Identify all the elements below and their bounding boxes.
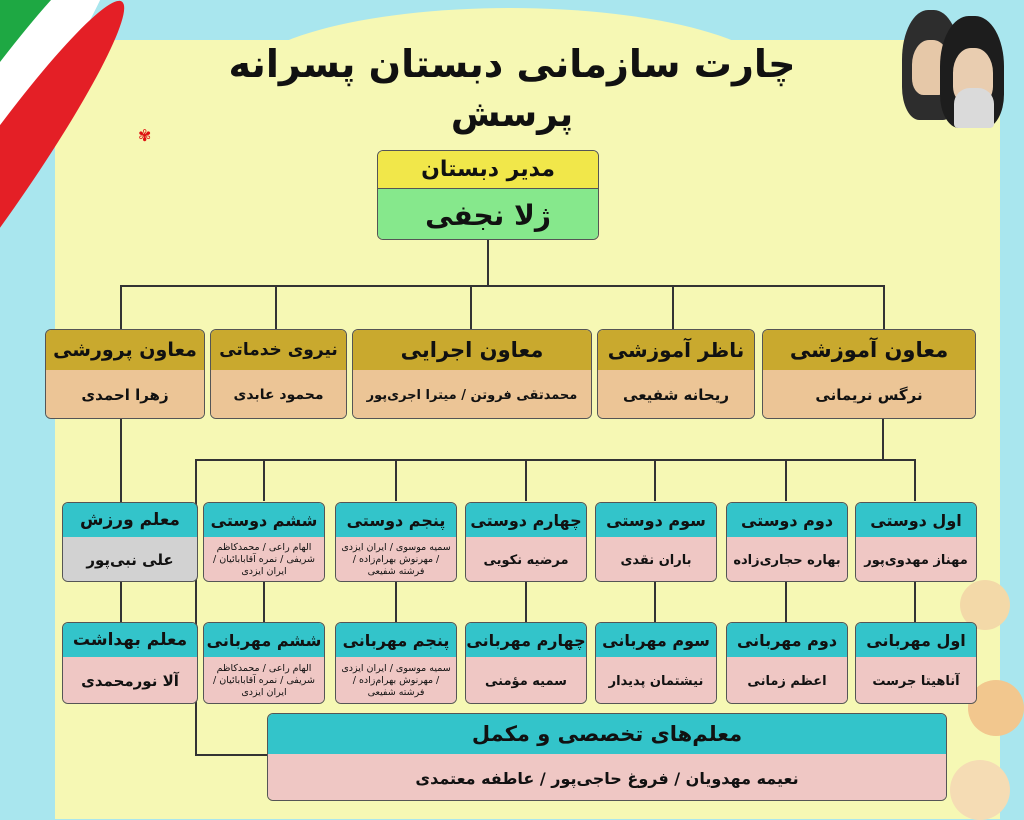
class-name: ششم مهربانی (204, 623, 324, 657)
connector (120, 418, 122, 502)
chart-title-line2: پرسش (450, 94, 574, 135)
connector (487, 240, 489, 286)
deputy-box-executive (352, 329, 592, 419)
class-teacher: الهام راعی / محمدکاظم شریفی / نمره آقابابائیان / ایران ایزدی (204, 657, 324, 704)
class-box (335, 622, 457, 704)
class-name: پنجم دوستی (336, 503, 456, 537)
deputy-box-supervisor (597, 329, 755, 419)
class-name: اول مهربانی (856, 623, 976, 657)
class-teacher: اعظم زمانی (727, 657, 847, 704)
class-teacher: نیشتمان پدیدار (596, 657, 716, 704)
class-box (726, 622, 848, 704)
deputy-box-cultural (45, 329, 205, 419)
class-name: پنجم مهربانی (336, 623, 456, 657)
class-teacher: سمیه موسوی / ایران ایزدی / مهرنوش بهرام‌زاده / فرشته شفیعی (336, 537, 456, 582)
deputy-role: معاون اجرایی (353, 330, 591, 370)
connector (882, 418, 884, 460)
connector (195, 459, 915, 461)
connector (914, 459, 916, 501)
connector (120, 582, 122, 622)
health-name: آلا نورمحمدی (63, 657, 197, 704)
class-name: سوم مهربانی (596, 623, 716, 657)
class-name: سوم دوستی (596, 503, 716, 537)
connector (525, 582, 527, 622)
principal-name: ژلا نجفی (378, 189, 598, 240)
class-name: دوم دوستی (727, 503, 847, 537)
sports-teacher-box (62, 502, 198, 582)
class-teacher: بهاره حجاری‌زاده (727, 537, 847, 582)
connector (654, 582, 656, 622)
class-box (203, 622, 325, 704)
deputy-role: معاون پرورشی (46, 330, 204, 370)
deputy-name: ریحانه شفیعی (598, 370, 754, 419)
class-teacher: مهناز مهدوی‌پور (856, 537, 976, 582)
connector (785, 459, 787, 501)
class-name: دوم مهربانی (727, 623, 847, 657)
deputy-name: زهرا احمدی (46, 370, 204, 419)
class-box (203, 502, 325, 582)
deputy-role: ناظر آموزشی (598, 330, 754, 370)
connector (785, 582, 787, 622)
connector (120, 285, 885, 287)
specialist-teachers-box (267, 713, 947, 801)
connector (883, 285, 885, 329)
class-name: چهارم دوستی (466, 503, 586, 537)
connector (470, 285, 472, 329)
class-teacher: مرضیه نکویی (466, 537, 586, 582)
sports-role: معلم ورزش (63, 503, 197, 537)
sports-name: علی نبی‌پور (63, 537, 197, 582)
specialists-names: نعیمه مهدویان / فروغ حاجی‌پور / عاطفه معتمدی (268, 754, 946, 801)
connector (120, 285, 122, 329)
connector (263, 582, 265, 622)
deputy-name: محمدتقی فروتن / میترا اجری‌پور (353, 370, 591, 419)
health-role: معلم بهداشت (63, 623, 197, 657)
connector (263, 459, 265, 501)
iran-flag-ribbon (0, 0, 200, 270)
connector (672, 285, 674, 329)
deputy-box-educational (762, 329, 976, 419)
class-box (855, 502, 977, 582)
class-name: چهارم مهربانی (466, 623, 586, 657)
deputy-box-services (210, 329, 347, 419)
class-box (465, 622, 587, 704)
class-box (595, 622, 717, 704)
class-box (465, 502, 587, 582)
deputy-name: محمود عابدی (211, 370, 346, 419)
connector (195, 754, 267, 756)
connector (395, 582, 397, 622)
class-name: اول دوستی (856, 503, 976, 537)
chart-title-line1: چارت سازمانی دبستان پسرانه (228, 42, 796, 86)
class-box (726, 502, 848, 582)
class-name: ششم دوستی (204, 503, 324, 537)
principal-box (377, 150, 599, 240)
connector (525, 459, 527, 501)
deputy-role: نیروی خدماتی (211, 330, 346, 370)
class-box (855, 622, 977, 704)
flag-emblem-icon: ✾ (138, 126, 152, 145)
class-box (335, 502, 457, 582)
class-teacher: الهام راعی / محمدکاظم شریفی / نمره آقابابائیان / ایران ایزدی (204, 537, 324, 582)
deputy-name: نرگس نریمانی (763, 370, 975, 419)
class-teacher: باران نقدی (596, 537, 716, 582)
class-teacher: آناهیتا جرست (856, 657, 976, 704)
connector (275, 285, 277, 329)
principal-role: مدیر دبستان (378, 151, 598, 189)
connector (914, 582, 916, 622)
connector (654, 459, 656, 501)
specialists-role: معلم‌های تخصصی و مکمل (268, 714, 946, 754)
health-teacher-box (62, 622, 198, 704)
class-teacher: سمیه مؤمنی (466, 657, 586, 704)
deputy-role: معاون آموزشی (763, 330, 975, 370)
class-teacher: سمیه موسوی / ایران ایزدی / مهرنوش بهرام‌زاده / فرشته شفیعی (336, 657, 456, 704)
class-box (595, 502, 717, 582)
connector (395, 459, 397, 501)
